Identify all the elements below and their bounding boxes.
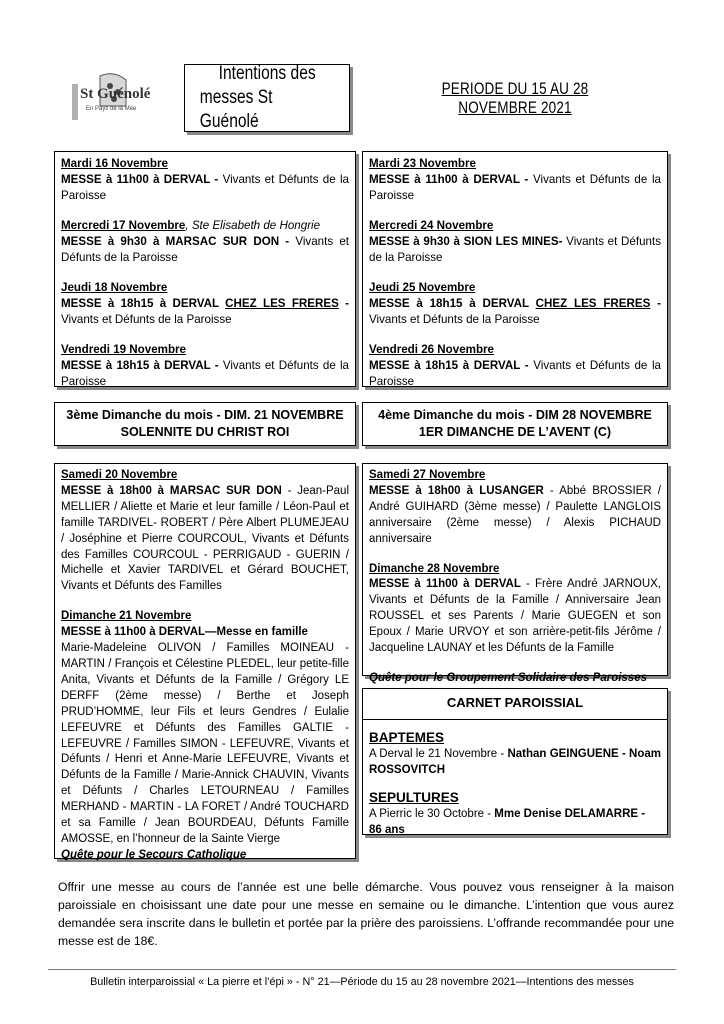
sepultures-entry [369, 806, 661, 838]
sepultures-text: A Pierric le 30 Octobre - [369, 808, 495, 820]
mass-intention: - Frère André JARNOUX, Vivants et Défunts de la Famille / Anniversaire Jean ROUSSEL et ses Parents / Marie GUEGEN et son Epoux / Marie URVOY et son arrière-petit-fils Jérôme / Jacqueline LAUNAY et les Défunts de la Famille [369, 578, 661, 655]
weekend-box-1 [54, 463, 356, 859]
day-entry [369, 280, 661, 328]
weekday-box-week2 [362, 151, 668, 387]
mass-dash: - [338, 297, 349, 310]
day-entry [369, 342, 661, 390]
sunday-header-line-2: SOLENNITE DU CHRIST ROI [120, 425, 290, 439]
mass-intention: Vivants et Défunts de la Paroisse [61, 173, 349, 202]
weekday-box-week1 [54, 151, 356, 387]
carnet-box [362, 688, 668, 835]
title-line-1: Intentions des [218, 63, 316, 84]
mass-label: MESSE à 11h00 à DERVAL—Messe en famille [61, 626, 308, 639]
mass-label: MESSE à 9h30 à SION LES MINES- [369, 235, 563, 248]
mass-intention: Marie-Madeleine OLIVON / Familles MOINEAU - MARTIN / François et Célestine PLEDEL, leur petite-fille Anita, Vivants et Défunts de la Famille / Grégory LE DERFF (2ème messe) / Berthe et Joseph PRUD’HOMME, leur Fils et leurs Gendres / Eulalie LEFEUVRE et Défunts des Familles GALTIE - LEFEUVRE / Familles SIMON - LEFEUVRE, Vivants et Défunts / Henri et Anne-Marie LEFEUVRE, Vivants et Défunts de la Famille / Marie-Annick CHAUVIN, Vivants et Défunts / Charles LETOURNEAU / Familles MERHAND - MARTIN - LA FORET / André TOUCHARD et sa Famille / Jean BOURDEAU, Défunts Famille AMOSSE, en l’honneur de la Sainte Vierge [61, 642, 349, 845]
mass-place: CHEZ LES FRERES [535, 297, 651, 310]
mass-label: MESSE à 18h15 à DERVAL [61, 297, 226, 310]
day-entry [369, 218, 661, 266]
period-heading: PERIODE DU 15 AU 28 NOVEMBRE 2021 [441, 80, 589, 117]
footer-text: Bulletin interparoissial « La pierre et l’épi » - N° 21—Période du 15 au 28 novembre 2021—Intentions des messes [90, 976, 634, 988]
saturday-entry [61, 468, 349, 595]
day-label: Vendredi 19 Novembre [61, 343, 187, 356]
day-label: Mercredi 24 Novembre [369, 219, 494, 232]
mass-place: CHEZ LES FRERES [225, 297, 339, 310]
page-title [184, 64, 350, 132]
sepultures-title: SEPULTURES [369, 790, 459, 805]
day-label: Samedi 27 Novembre [369, 469, 486, 481]
logo-subtext: En Pays de la Mée [86, 106, 137, 112]
mass-label: MESSE à 18h15 à DERVAL - [369, 359, 529, 372]
sunday-header-line-2: 1ER DIMANCHE DE L’AVENT (C) [418, 425, 612, 439]
day-label: Jeudi 25 Novembre [369, 281, 476, 294]
day-entry [61, 218, 349, 266]
mass-intention: Vivants et Défunts de la Paroisse [369, 173, 661, 202]
day-entry [369, 156, 661, 204]
mass-intention: - Jean-Paul MELLIER / Aliette et Marie et leur famille / Léon-Paul et famille TARDIVEL- ROBERT / Père Albert PLUMEJEAU / Joséphine et Pierre COURCOUL, Vivants et Défunts des Familles COURCOUL - PERRIGAUD - GUERIN / Michelle et Xavier TARDIVEL et Gérard BOUCHET, Vivants et Défunts des Familles [61, 484, 349, 593]
sunday-header-2 [362, 402, 668, 446]
sunday-header-line-1: 3ème Dimanche du mois - DIM. 21 NOVEMBRE [66, 408, 344, 422]
saint-label: , Ste Elisabeth de Hongrie [185, 219, 321, 232]
sunday-header-line-1: 4ème Dimanche du mois - DIM 28 NOVEMBRE [378, 408, 652, 422]
mass-label: MESSE à 11h00 à DERVAL - [61, 173, 219, 186]
sunday-entry [61, 609, 349, 864]
mass-label: MESSE à 18h00 à MARSAC SUR DON [61, 484, 282, 497]
mass-intention: Vivants et Défunts de la Paroisse [369, 313, 540, 326]
day-label: Dimanche 28 Novembre [369, 562, 500, 575]
day-label: Jeudi 18 Novembre [61, 281, 168, 294]
mass-intention: Vivants et Défunts de la Paroisse [61, 235, 349, 264]
mass-intention: Vivants et Défunts de la Paroisse [61, 359, 349, 388]
parish-logo [70, 70, 151, 134]
mass-intention: Vivants et Défunts de la Paroisse [61, 313, 232, 326]
mass-label: MESSE à 18h00 à LUSANGER [369, 484, 544, 497]
day-entry [61, 342, 349, 390]
day-label: Mardi 23 Novembre [369, 157, 476, 170]
baptemes-entry [369, 746, 661, 778]
carnet-title: CARNET PAROISSIAL [446, 695, 584, 710]
sunday-entry [369, 562, 661, 687]
quete-label: Quête pour le Secours Catholique [61, 848, 247, 861]
baptemes-title: BAPTEMES [369, 730, 445, 745]
day-label: Mardi 16 Novembre [61, 157, 168, 170]
offer-paragraph: Offrir une messe au cours de l’année est une belle démarche. Vous pouvez vous renseigner à la maison paroissiale en choisissant une date pour une messe en semaine ou le dimanche. L’intention que vous aurez demandée sera inscrite dans le bulletin et portée par la prière des paroissiens. L’offrande recommandée pour une messe est de 18€. [58, 880, 674, 948]
sepultures-names: Mme Denise DELAMARRE - 86 ans [369, 808, 646, 836]
mass-label: MESSE à 11h00 à DERVAL - [369, 173, 529, 186]
day-label: Vendredi 26 Novembre [369, 343, 495, 356]
baptemes-names: Nathan GEINGUENE - Noam ROSSOVITCH [369, 748, 661, 776]
quete-label: Quête pour le Groupement Solidaire des Paroisses [369, 671, 647, 684]
mass-intention: Vivants et Défunts de la Paroisse [369, 359, 661, 388]
day-entry [61, 280, 349, 328]
saturday-entry [369, 468, 661, 548]
mass-label: MESSE à 11h00 à DERVAL [369, 578, 521, 591]
day-label: Samedi 20 Novembre [61, 469, 178, 481]
baptemes-text: A Derval le 21 Novembre - [369, 748, 508, 760]
logo-text: St Guénolé [80, 86, 151, 102]
weekend-box-2 [362, 463, 668, 684]
day-label: Dimanche 21 Novembre [61, 610, 192, 623]
mass-label: MESSE à 18h15 à DERVAL - [61, 359, 219, 372]
day-entry [61, 156, 349, 204]
mass-dash: - [650, 297, 661, 310]
title-line-2: messes St Guénolé [199, 87, 273, 132]
day-label: Mercredi 17 Novembre [61, 219, 186, 232]
mass-intention: Vivants et Défunts de la Paroisse [369, 235, 661, 264]
mass-label: MESSE à 18h15 à DERVAL [369, 297, 536, 310]
mass-label: MESSE à 9h30 à MARSAC SUR DON - [61, 235, 290, 248]
mass-intention: - Abbé BROSSIER / André GUIHARD (3ème messe) / Paulette LANGLOIS anniversaire (2ème messe) / Alexis PICHAUD anniversaire [369, 484, 661, 545]
sunday-header-1 [54, 402, 356, 446]
footer-divider [48, 969, 676, 970]
